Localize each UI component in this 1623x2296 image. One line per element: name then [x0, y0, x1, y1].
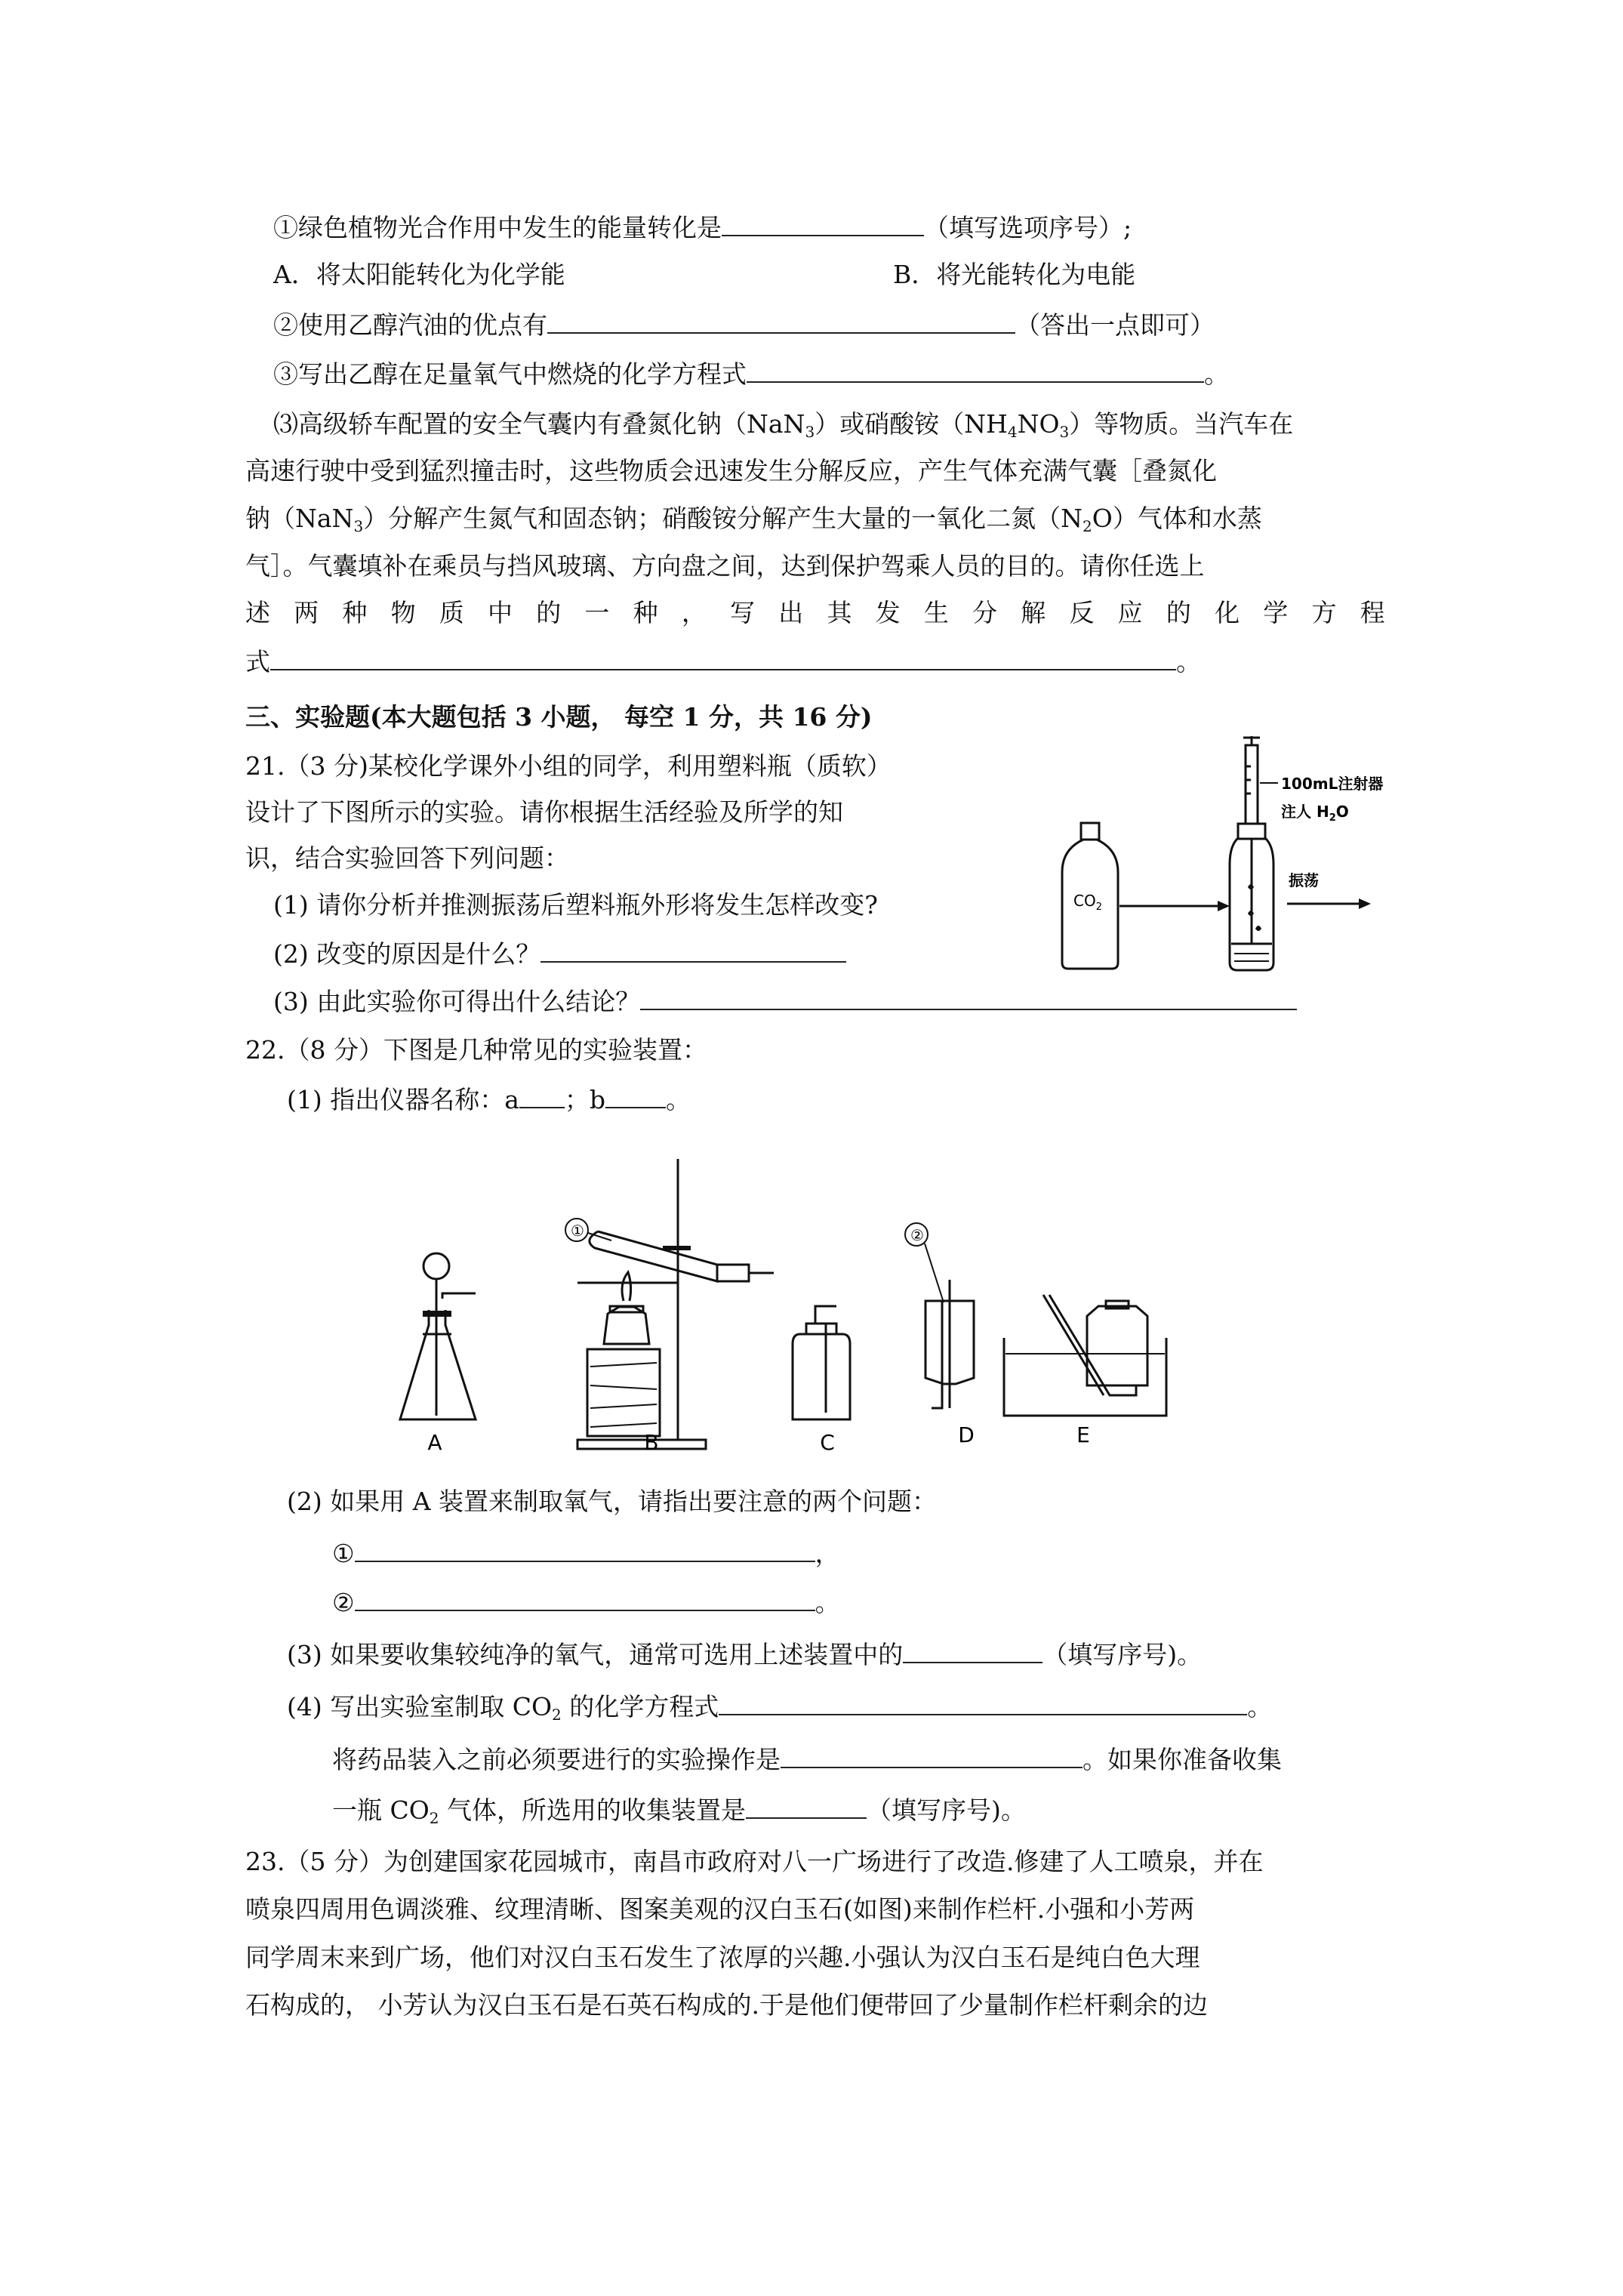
water-trough-icon [1004, 1295, 1166, 1416]
conical-flask-icon [400, 1253, 476, 1419]
q20-para3-line5: 述 两 种 物 质 中 的 一 种 ， 写 出 其 发 生 分 解 反 应 的 化 学 方 程 [245, 598, 1385, 627]
bottle-with-syringe-icon [1230, 736, 1273, 970]
q21-line2: 设计了下图所示的实验。请你根据生活经验及所学的知 [245, 797, 843, 827]
answer-blank-q22-3[interactable] [903, 1636, 1042, 1663]
answer-blank-q20-3[interactable] [747, 356, 1204, 383]
answer-blank-q22-2b[interactable] [355, 1584, 815, 1611]
q20-line1: ①绿色植物光合作用中发生的能量转化是 （填写选项序号）; [273, 209, 1132, 245]
q20-para3-line2: 高速行驶中受到猛烈撞击时，这些物质会迅速发生分解反应，产生气体充满气囊［叠氮化 [245, 456, 1217, 485]
q20-para3-line6: 式 。 [245, 643, 1201, 680]
gas-bottle-icon [793, 1306, 850, 1419]
answer-blank-q22-6[interactable] [746, 1792, 867, 1819]
inject-label: 注人 $H_2O$ [1281, 803, 1349, 824]
heating-stand-icon [577, 1159, 774, 1449]
q20-para3-line4: 气］。气囊填补在乘员与挡风玻璃、方向盘之间，达到保护驾乘人员的目的。请你任选上 [245, 551, 1205, 581]
q22-sub4: (4) 写出实验室制取 $CO_2$ 的化学方程式 。 [287, 1688, 1272, 1732]
answer-blank-q22-4[interactable] [719, 1688, 1247, 1715]
svg-text:①: ① [571, 1222, 584, 1240]
q20-option-a: A．将太阳能转化为化学能 [273, 260, 565, 289]
answer-blank-q21-3[interactable] [640, 983, 1297, 1010]
inverted-bottle-icon [925, 1280, 974, 1408]
q22-sub1: (1) 指出仪器名称：a ；b 。 [287, 1081, 691, 1117]
q21-line1: 21.（3 分)某校化学课外小组的同学，利用塑料瓶（质软） [245, 751, 892, 781]
answer-blank-q22-2a[interactable] [355, 1535, 815, 1562]
q22-sub2-b: ② 。 [332, 1584, 840, 1620]
answer-blank-q20-4[interactable] [270, 643, 1176, 670]
q21-line3: 识，结合实验回答下列问题： [245, 843, 569, 873]
q21-sub3: (3) 由此实验你可得出什么结论？ [273, 983, 1297, 1019]
answer-blank-q22-5[interactable] [781, 1741, 1083, 1768]
q23-line2: 喷泉四周用色调淡雅、纹理清晰、图案美观的汉白玉石(如图)来制作栏杆.小强和小芳两 [245, 1894, 1195, 1924]
q20-line3: ③写出乙醇在足量氧气中燃烧的化学方程式 。 [273, 356, 1229, 392]
q21-figure [1053, 736, 1408, 978]
q23-line4: 石构成的， 小芳认为汉白玉石是石英石构成的.于是他们便带回了少量制作栏杆剩余的边 [245, 1990, 1208, 2020]
co2-label: $CO_2$ [1073, 892, 1102, 913]
answer-blank-q20-2[interactable] [547, 307, 1015, 334]
shake-label: 振荡 [1289, 871, 1319, 889]
q20-para3-line1: ⑶高级轿车配置的安全气囊内有叠氮化钠（NaN$_3$）或硝酸铵$(NH_4NO_3)$等物质。当汽车在 [273, 409, 1294, 441]
q23-line1: 23.（5 分）为创建国家花园城市，南昌市政府对八一广场进行了改造.修建了人工喷泉，并在 [245, 1847, 1264, 1876]
answer-blank-q22-b[interactable] [605, 1081, 666, 1108]
section-heading: 三、实验题(本大题包括 3 小题， 每空 1 分，共 16 分) [245, 702, 873, 732]
answer-blank-q21-2[interactable] [540, 935, 846, 963]
q20-line2: ②使用乙醇汽油的优点有 （答出一点即可） [273, 307, 1215, 343]
q20-para3-line3: 钠（NaN$_3$）分解产生氮气和固态钠；硝酸铵分解产生大量的一氧化二氮$(N_2O)$气体和水蒸 [245, 504, 1262, 535]
q22-sub2-a: ① ， [332, 1535, 840, 1571]
q22-sub4-line3: 一瓶 $CO_2$ 气体，所选用的收集装置是 （填写序号)。 [332, 1792, 1026, 1835]
water-drop-icon [1248, 884, 1261, 931]
q22-sub4-line2: 将药品装入之前必须要进行的实验操作是 。如果你准备收集 [332, 1741, 1282, 1777]
q22-sub3: (3) 如果要收集较纯净的氧气，通常可选用上述装置中的 （填写序号)。 [287, 1636, 1202, 1672]
label-d: D [958, 1422, 975, 1447]
label-e: E [1076, 1422, 1090, 1447]
svg-text:②: ② [910, 1226, 924, 1244]
answer-blank-q22-a[interactable] [519, 1081, 565, 1108]
q21-sub1: (1) 请你分析并推测振荡后塑料瓶外形将发生怎样改变? [273, 890, 878, 920]
syringe-label: 100mL注射器 [1281, 775, 1384, 793]
answer-blank-q20-1[interactable] [722, 209, 924, 236]
q23-line3: 同学周末来到广场，他们对汉白玉石发生了浓厚的兴趣.小强认为汉白玉石是纯白色大理 [245, 1943, 1200, 1972]
q21-sub2: (2) 改变的原因是什么？ [273, 935, 846, 972]
q20-option-b: B．将光能转化为电能 [893, 260, 1136, 289]
q22-line1: 22.（8 分）下图是几种常见的实验装置： [245, 1035, 707, 1065]
label-c: C [820, 1430, 835, 1455]
label-a: A [427, 1430, 442, 1455]
label-b: B [644, 1430, 659, 1455]
apparatus-figure [393, 1159, 1313, 1461]
q22-sub2: (2) 如果用 A 装置来制取氧气，请指出要注意的两个问题： [287, 1487, 938, 1516]
